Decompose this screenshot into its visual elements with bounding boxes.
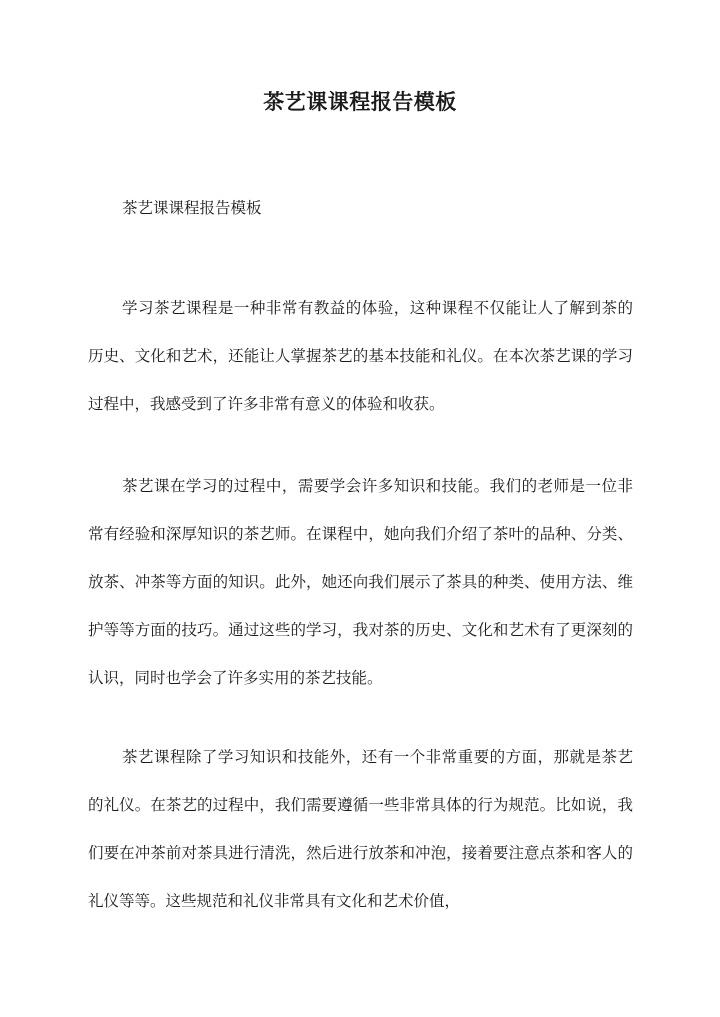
paragraph-1: 学习茶艺课程是一种非常有教益的体验，这种课程不仅能让人了解到茶的历史、文化和艺术，还能让人掌握茶艺的基本技能和礼仪。在本次茶艺课的学习过程中，我感受到了许多非常有意义的体验和收获。: [88, 299, 633, 413]
document-title: 茶艺课课程报告模板: [263, 89, 457, 114]
document-subtitle: 茶艺课课程报告模板: [122, 199, 262, 217]
paragraph-2: 茶艺课在学习的过程中，需要学会许多知识和技能。我们的老师是一位非常有经验和深厚知识的茶艺师。在课程中，她向我们介绍了茶叶的品种、分类、放茶、冲茶等方面的知识。此外，她还向我们展示了茶具的种类、使用方法、维护等等方面的技巧。通过这些的学习，我对茶的历史、文化和艺术有了更深刻的认识，同时也学会了许多实用的茶艺技能。: [88, 477, 633, 687]
paragraph-3: 茶艺课程除了学习知识和技能外，还有一个非常重要的方面，那就是茶艺的礼仪。在茶艺的过程中，我们需要遵循一些非常具体的行为规范。比如说，我们要在冲茶前对茶具进行清洗，然后进行放茶和冲泡，接着要注意点茶和客人的礼仪等等。这些规范和礼仪非常具有文化和艺术价值，: [88, 748, 633, 910]
